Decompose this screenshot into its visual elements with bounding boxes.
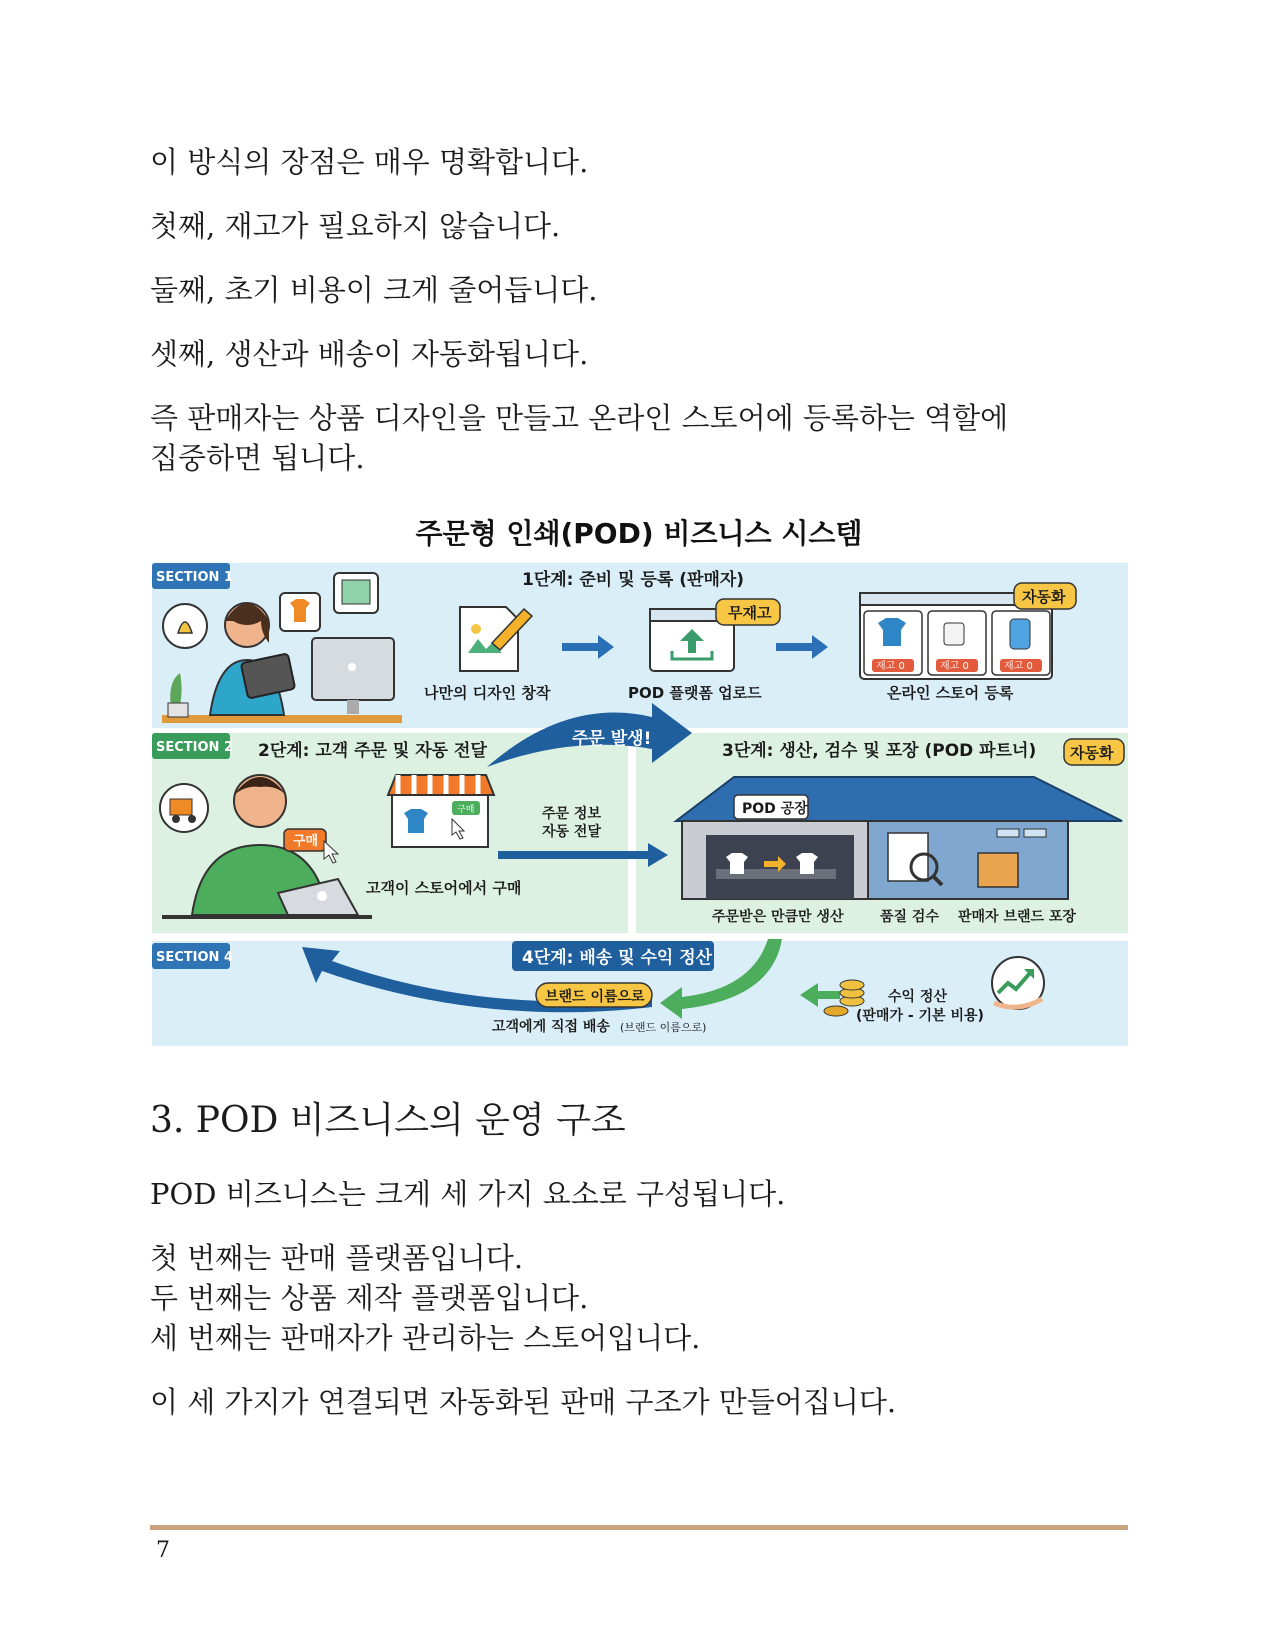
quality-check-caption: 품질 검수 xyxy=(880,909,939,925)
paragraph-second-point: 둘째, 초기 비용이 크게 줄어듭니다. xyxy=(150,273,598,307)
paragraph-component-two: 두 번째는 상품 제작 플랫폼입니다. xyxy=(150,1281,589,1315)
pod-system-infographic xyxy=(152,563,1128,1046)
paragraph-seller-role-line1: 즉 판매자는 상품 디자인을 만들고 온라인 스토어에 등록하는 역할에 xyxy=(150,401,1009,435)
paragraph-component-one: 첫 번째는 판매 플랫폼입니다. xyxy=(150,1241,524,1275)
section-heading: 3. POD 비즈니스의 운영 구조 xyxy=(150,1100,626,1141)
auto-badge-text: 자동화 xyxy=(1070,744,1114,762)
produce-on-demand-caption: 주문받은 만큼만 생산 xyxy=(712,909,844,925)
section3-heading: 3단계: 생산, 검수 및 포장 (POD 파트너) xyxy=(722,741,1037,761)
order-transfer-line2: 자동 전달 xyxy=(542,824,601,840)
paragraph-component-three: 세 번째는 판매자가 관리하는 스토어입니다. xyxy=(150,1321,701,1355)
brand-packaging-caption: 판매자 브랜드 포장 xyxy=(958,909,1076,925)
auto-badge-text: 자동화 xyxy=(1022,588,1066,606)
stock-zero-label: 재고 0 xyxy=(940,661,969,672)
direct-delivery-caption: 고객에게 직접 배송 xyxy=(492,1019,610,1035)
store-buy-tag-text: 구매 xyxy=(457,805,475,815)
paragraph-seller-role-line2: 집중하면 됩니다. xyxy=(150,441,365,475)
paragraph-advantages-intro: 이 방식의 장점은 매우 명확합니다. xyxy=(150,145,589,179)
paragraph-components-intro: POD 비즈니스는 크게 세 가지 요소로 구성됩니다. xyxy=(150,1177,786,1211)
brand-name-pill-text: 브랜드 이름으로 xyxy=(545,989,645,1005)
section2-heading: 2단계: 고객 주문 및 자동 전달 xyxy=(258,741,487,761)
profit-settlement-line2: (판매가 - 기본 비용) xyxy=(856,1008,984,1024)
growth-chart-hand-icon xyxy=(992,957,1044,1009)
step-design-caption: 나만의 디자인 창작 xyxy=(424,684,551,702)
step-store-caption: 온라인 스토어 등록 xyxy=(887,684,1014,702)
figure-title: 주문형 인쇄(POD) 비즈니스 시스템 xyxy=(415,517,863,550)
section4-heading: 4단계: 배송 및 수익 정산 xyxy=(522,948,713,968)
buy-button-text: 구매 xyxy=(293,834,319,849)
stock-zero-label: 재고 0 xyxy=(1004,661,1033,672)
paragraph-components-conclusion: 이 세 가지가 연결되면 자동화된 판매 구조가 만들어집니다. xyxy=(150,1385,897,1419)
profit-settlement-line1: 수익 정산 xyxy=(888,989,947,1005)
section4-tag-text: SECTION 4 xyxy=(156,950,233,965)
direct-delivery-caption-small: (브랜드 이름으로) xyxy=(620,1021,707,1034)
footer-rule xyxy=(150,1525,1128,1530)
section1-tag-text: SECTION 1 xyxy=(156,570,233,585)
section2-tag-text: SECTION 2 xyxy=(156,740,233,755)
order-transfer-line1: 주문 정보 xyxy=(542,806,601,822)
paragraph-first-point: 첫째, 재고가 필요하지 않습니다. xyxy=(150,209,561,243)
section1-heading: 1단계: 준비 및 등록 (판매자) xyxy=(522,570,745,590)
page-number: 7 xyxy=(156,1538,170,1563)
paragraph-third-point: 셋째, 생산과 배송이 자동화됩니다. xyxy=(150,337,589,371)
step-upload-caption: POD 플랫폼 업로드 xyxy=(628,684,762,702)
order-occurred-text: 주문 발생! xyxy=(572,729,652,749)
stock-zero-label: 재고 0 xyxy=(876,661,905,672)
no-stock-badge-text: 무재고 xyxy=(728,604,772,622)
customer-purchase-caption: 고객이 스토어에서 구매 xyxy=(366,879,522,897)
factory-sign-text: POD 공장 xyxy=(742,801,808,817)
